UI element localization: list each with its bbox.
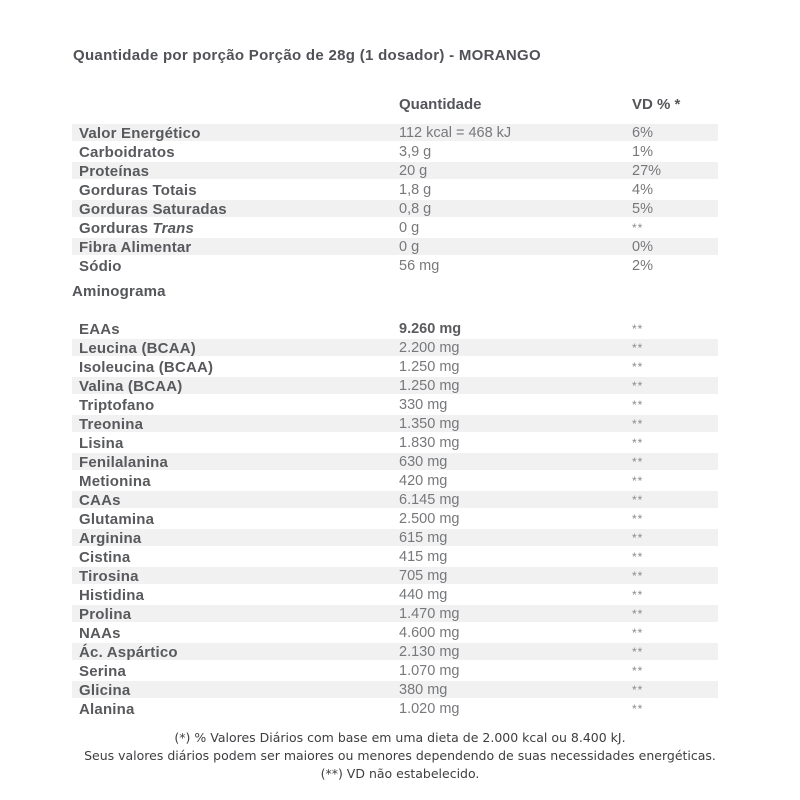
nutrient-label: Isoleucina (BCAA)	[79, 359, 214, 376]
vd-value: **	[632, 512, 644, 526]
quantity-value: 2.130 mg	[399, 644, 460, 660]
table-row	[72, 472, 718, 491]
vd-value: **	[632, 588, 644, 602]
nutrient-label: NAAs	[79, 625, 121, 642]
nutrient-label: Triptofano	[79, 397, 155, 414]
table-row	[72, 162, 718, 181]
table-row	[72, 377, 718, 396]
vd-value: **	[632, 683, 644, 697]
nutrient-label: Leucina (BCAA)	[79, 340, 196, 357]
vd-value: **	[632, 569, 644, 583]
table-row	[72, 548, 718, 567]
table-row	[72, 415, 718, 434]
table-row	[72, 605, 718, 624]
vd-value: **	[632, 493, 644, 507]
quantity-column-header: Quantidade	[399, 96, 482, 113]
nutrient-label: Carboidratos	[79, 144, 175, 161]
quantity-value: 1.250 mg	[399, 378, 460, 394]
vd-value: **	[632, 341, 644, 355]
vd-value: **	[632, 626, 644, 640]
table-row	[72, 143, 718, 162]
quantity-value: 1.020 mg	[399, 701, 460, 717]
quantity-value: 1.830 mg	[399, 435, 460, 451]
page-title: Quantidade por porção Porção de 28g (1 dosador) - MORANGO	[73, 47, 541, 64]
table-row	[72, 396, 718, 415]
table-row	[72, 624, 718, 643]
nutrient-label: Metionina	[79, 473, 151, 490]
table-row	[72, 510, 718, 529]
vd-value: **	[632, 436, 644, 450]
vd-value: 1%	[632, 144, 653, 160]
quantity-value: 112 kcal = 468 kJ	[399, 125, 512, 141]
table-row	[72, 181, 718, 200]
quantity-value: 0 g	[399, 220, 420, 236]
nutrient-label: Tirosina	[79, 568, 139, 585]
quantity-value: 420 mg	[399, 473, 448, 489]
quantity-value: 0 g	[399, 239, 420, 255]
table-row	[72, 200, 718, 219]
aminogram-section-label: Aminograma	[72, 283, 166, 300]
footnotes	[0, 729, 800, 783]
nutrient-label: CAAs	[79, 492, 121, 509]
nutrient-label: Alanina	[79, 701, 135, 718]
quantity-value: 1,8 g	[399, 182, 432, 198]
nutrient-label: Gorduras Trans	[79, 220, 195, 237]
vd-value: **	[632, 645, 644, 659]
vd-value: 6%	[632, 125, 653, 141]
footnote-line: (*) % Valores Diários com base em uma dieta de 2.000 kcal ou 8.400 kJ.	[174, 730, 626, 745]
quantity-value: 4.600 mg	[399, 625, 460, 641]
table-row	[72, 238, 718, 257]
vd-value: **	[632, 474, 644, 488]
quantity-value: 1.250 mg	[399, 359, 460, 375]
vd-value: **	[632, 664, 644, 678]
vd-value: **	[632, 379, 644, 393]
vd-column-header: VD % *	[632, 96, 681, 113]
table-row	[72, 219, 718, 238]
quantity-value: 630 mg	[399, 454, 448, 470]
vd-value: **	[632, 455, 644, 469]
nutrient-label: Cistina	[79, 549, 131, 566]
table-row	[72, 700, 718, 719]
nutrition-table	[72, 124, 718, 276]
vd-value: **	[632, 531, 644, 545]
quantity-value: 705 mg	[399, 568, 448, 584]
vd-value: **	[632, 702, 644, 716]
nutrient-label: EAAs	[79, 321, 120, 338]
vd-value: 2%	[632, 258, 653, 274]
vd-value: 0%	[632, 239, 653, 255]
nutrient-label: Glutamina	[79, 511, 155, 528]
quantity-value: 56 mg	[399, 258, 440, 274]
nutrient-label: Fibra Alimentar	[79, 239, 192, 256]
quantity-value: 2.200 mg	[399, 340, 460, 356]
quantity-value: 330 mg	[399, 397, 448, 413]
nutrient-label: Gorduras Saturadas	[79, 201, 227, 218]
nutrient-label: Proteínas	[79, 163, 150, 180]
quantity-value: 20 g	[399, 163, 428, 179]
vd-value: **	[632, 417, 644, 431]
quantity-value: 380 mg	[399, 682, 448, 698]
nutrient-label: Treonina	[79, 416, 144, 433]
vd-value: **	[632, 607, 644, 621]
vd-value: **	[632, 550, 644, 564]
footnote-line: (**) VD não estabelecido.	[320, 766, 480, 781]
quantity-value: 1.350 mg	[399, 416, 460, 432]
table-row	[72, 567, 718, 586]
quantity-value: 1.470 mg	[399, 606, 460, 622]
table-row	[72, 257, 718, 276]
nutrient-label: Glicina	[79, 682, 131, 699]
table-column-headers	[72, 96, 718, 115]
nutrient-label: Valina (BCAA)	[79, 378, 183, 395]
nutrient-label: Lisina	[79, 435, 124, 452]
nutrient-label: Histidina	[79, 587, 145, 604]
quantity-value: 0,8 g	[399, 201, 432, 217]
nutrient-label: Prolina	[79, 606, 132, 623]
vd-value: 27%	[632, 163, 662, 179]
nutrient-label: Gorduras Totais	[79, 182, 197, 199]
table-row	[72, 681, 718, 700]
vd-value: **	[632, 322, 644, 336]
table-row	[72, 586, 718, 605]
vd-value: **	[632, 221, 644, 235]
quantity-value: 9.260 mg	[399, 321, 462, 337]
nutrient-label: Arginina	[79, 530, 142, 547]
table-row	[72, 358, 718, 377]
table-row	[72, 643, 718, 662]
quantity-value: 440 mg	[399, 587, 448, 603]
nutrient-label: Valor Energético	[79, 125, 201, 142]
nutrient-label: Serina	[79, 663, 127, 680]
quantity-value: 6.145 mg	[399, 492, 460, 508]
vd-value: **	[632, 398, 644, 412]
vd-value: 5%	[632, 201, 653, 217]
quantity-value: 615 mg	[399, 530, 448, 546]
quantity-value: 3,9 g	[399, 144, 432, 160]
vd-value: 4%	[632, 182, 653, 198]
aminogram-table	[72, 320, 718, 719]
table-row	[72, 320, 718, 339]
table-row	[72, 453, 718, 472]
vd-value: **	[632, 360, 644, 374]
nutrient-label-italic: Trans	[148, 220, 195, 237]
table-row	[72, 339, 718, 358]
table-row	[72, 434, 718, 453]
nutrient-label: Sódio	[79, 258, 122, 275]
nutrient-label: Ác. Aspártico	[79, 644, 178, 661]
quantity-value: 1.070 mg	[399, 663, 460, 679]
table-row	[72, 662, 718, 681]
footnote-line: Seus valores diários podem ser maiores ou menores dependendo de suas necessidades energéticas.	[84, 748, 716, 763]
quantity-value: 2.500 mg	[399, 511, 460, 527]
nutrient-label: Fenilalanina	[79, 454, 169, 471]
quantity-value: 415 mg	[399, 549, 448, 565]
table-row	[72, 124, 718, 143]
table-row	[72, 491, 718, 510]
table-row	[72, 529, 718, 548]
